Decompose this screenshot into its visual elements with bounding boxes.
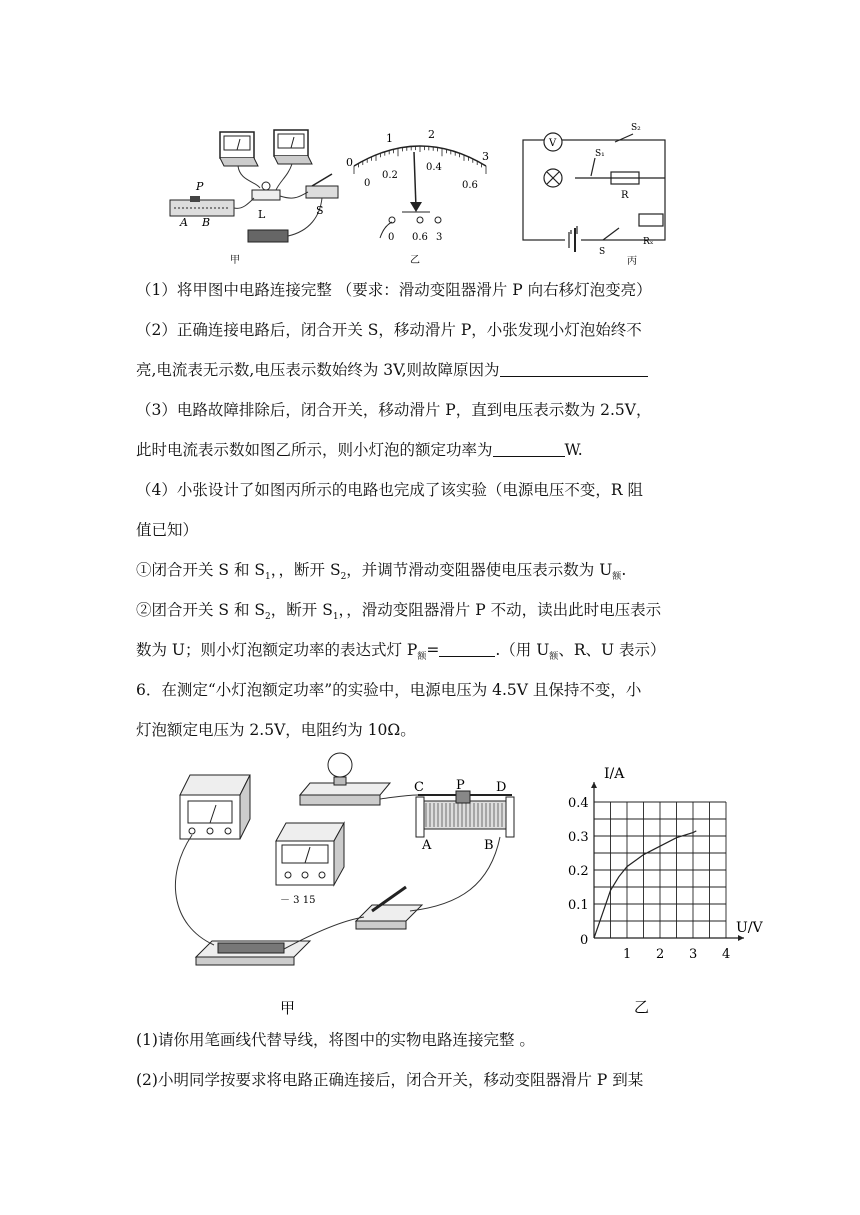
subscript: 2	[265, 612, 271, 623]
label-p: P	[196, 180, 204, 193]
figure-yi-top	[340, 126, 500, 266]
label-a: A	[422, 838, 432, 853]
label-s: S	[599, 247, 606, 257]
ammeter-icon	[220, 132, 258, 166]
label-p: P	[456, 778, 465, 793]
figure-jia-top	[160, 126, 350, 266]
answer-blank[interactable]	[439, 642, 495, 657]
terminal-0: 0	[388, 232, 395, 243]
x-axis-label: U/V	[736, 920, 763, 936]
iu-chart	[568, 760, 772, 1020]
scale-top-2: 2	[428, 128, 435, 141]
subscript: 额	[549, 652, 559, 663]
x-tick-label: 1	[623, 947, 632, 962]
label-l: L	[258, 208, 266, 221]
label-s2: S₂	[631, 123, 641, 133]
scale-bottom-2: 0.4	[426, 162, 442, 173]
label-s1: S₁	[595, 149, 605, 159]
figure-caption: 乙	[410, 255, 420, 266]
label-b: B	[202, 216, 211, 229]
label-b: B	[484, 838, 494, 853]
label-c: C	[414, 780, 424, 795]
battery-icon	[248, 230, 288, 242]
q5-part3-b-pre: 此时电流表示数如图乙所示，则小灯泡的额定功率为	[136, 441, 493, 459]
scale-top-0: 0	[346, 156, 353, 169]
y-tick-label: 0.2	[568, 864, 589, 879]
q6-line2: 灯泡额定电压为 2.5V，电阻约为 10Ω。	[136, 721, 416, 739]
text-run: ，并调节滑动变阻器使电压表示数为 U	[346, 561, 613, 579]
label-r: R	[621, 190, 629, 201]
subscript: 额	[612, 572, 622, 583]
q5-part3-a: （3）电路故障排除后，闭合开关，移动滑片 P，直到电压表示数为 2.5V，	[136, 401, 652, 419]
q5-part2-b-text: 亮,电流表无示数,电压表示数始终为 3V,则故障原因为	[136, 361, 500, 379]
y-tick-label: 0.3	[568, 830, 589, 845]
q6-line1: 6．在测定“小灯泡额定功率”的实验中，电源电压为 4.5V 且保持不变，小	[136, 681, 642, 699]
pointer-icon	[414, 152, 416, 208]
scale-top-1: 1	[386, 132, 393, 145]
scale-bottom-0: 0	[364, 178, 371, 189]
y-tick-label: 0.4	[568, 796, 589, 811]
q5-step2	[136, 600, 661, 627]
switch-icon	[306, 174, 338, 198]
x-tick-label: 2	[656, 947, 665, 962]
terminal-06: 0.6	[412, 232, 428, 243]
text-run: 数为 U；则小灯泡额定功率的表达式灯 P	[136, 641, 418, 659]
origin-label: 0	[580, 933, 589, 948]
rheostat-icon	[170, 196, 234, 216]
label-v: V	[549, 138, 557, 149]
text-run: ①闭合开关 S 和 S	[136, 561, 266, 579]
q5-step3	[136, 640, 665, 667]
q5-step1	[136, 560, 626, 587]
terminal-icon	[389, 217, 441, 223]
figure-jia-bottom	[160, 745, 530, 1020]
rheostat-icon	[416, 791, 514, 837]
text-run: .（用 U	[495, 641, 550, 659]
text-run: ，，滑动变阻器滑片 P 不动，读出此时电压表示	[338, 601, 662, 619]
q5-part4-b: 值已知）	[136, 521, 199, 539]
rheostat-rx	[639, 214, 663, 226]
text-run: 、R、U 表示）	[558, 641, 666, 659]
label-s: S	[316, 204, 324, 217]
q6-part2: (2)小明同学按要求将电路正确连接后，闭合开关，移动变阻器滑片 P 到某	[136, 1071, 644, 1089]
q5-part4-a: （4）小张设计了如图丙所示的电路也完成了该实验（电源电压不变，R 阻	[136, 481, 643, 499]
y-axis-arrow	[591, 782, 597, 788]
q6-part1: (1)请你用笔画线代替导线，将图中的实物电路连接完整 。	[136, 1031, 535, 1049]
voltmeter-terminals: － 3 15	[280, 895, 316, 906]
label-d: D	[496, 780, 507, 795]
chart-axes	[591, 782, 744, 941]
answer-blank[interactable]	[493, 442, 565, 457]
voltmeter-icon	[274, 130, 312, 164]
scale-bottom-1: 0.2	[382, 170, 398, 181]
subscript: 2	[340, 572, 347, 583]
figure-caption: 甲	[230, 255, 240, 266]
x-tick-label: 4	[722, 947, 731, 962]
terminal-3: 3	[436, 232, 443, 243]
q5-part2-a: （2）正确连接电路后，闭合开关 S，移动滑片 P，小张发现小灯泡始终不	[136, 321, 642, 339]
subscript: 1	[265, 572, 271, 583]
scale-bottom-3: 0.6	[462, 180, 478, 191]
label-a: A	[180, 216, 188, 229]
y-tick-label: 0.1	[568, 898, 589, 913]
voltmeter-icon	[276, 823, 344, 885]
ammeter-icon	[180, 775, 250, 839]
switch-icon	[356, 887, 422, 929]
chart-grid	[594, 802, 726, 938]
text-run: .	[621, 561, 627, 579]
figure-caption: 甲	[280, 999, 296, 1017]
subscript: 额	[417, 652, 427, 663]
figure-bing-top	[515, 120, 675, 266]
answer-blank[interactable]	[500, 362, 648, 377]
x-tick-label: 3	[689, 947, 698, 962]
lamp-icon	[300, 753, 390, 805]
text-run: ，断开 S	[270, 601, 333, 619]
scale-top-3: 3	[482, 150, 489, 163]
figure-caption: 丙	[627, 256, 637, 267]
q5-part2-b	[136, 360, 648, 380]
q5-part1: （1）将甲图中电路连接完整 （要求：滑动变阻器滑片 P 向右移灯泡变亮）	[136, 281, 652, 299]
text-run: ，，断开 S	[270, 561, 341, 579]
q5-part3-b	[136, 440, 583, 460]
text-run: ②团合开关 S 和 S	[136, 601, 266, 619]
figure-caption: 乙	[634, 998, 650, 1016]
label-rx: Rₓ	[643, 237, 654, 247]
subscript: 1	[332, 612, 339, 623]
iu-curve	[594, 831, 696, 938]
y-axis-label: I/A	[604, 766, 625, 782]
text-run: =	[426, 641, 440, 659]
q5-part3-b-post: W.	[564, 441, 583, 459]
